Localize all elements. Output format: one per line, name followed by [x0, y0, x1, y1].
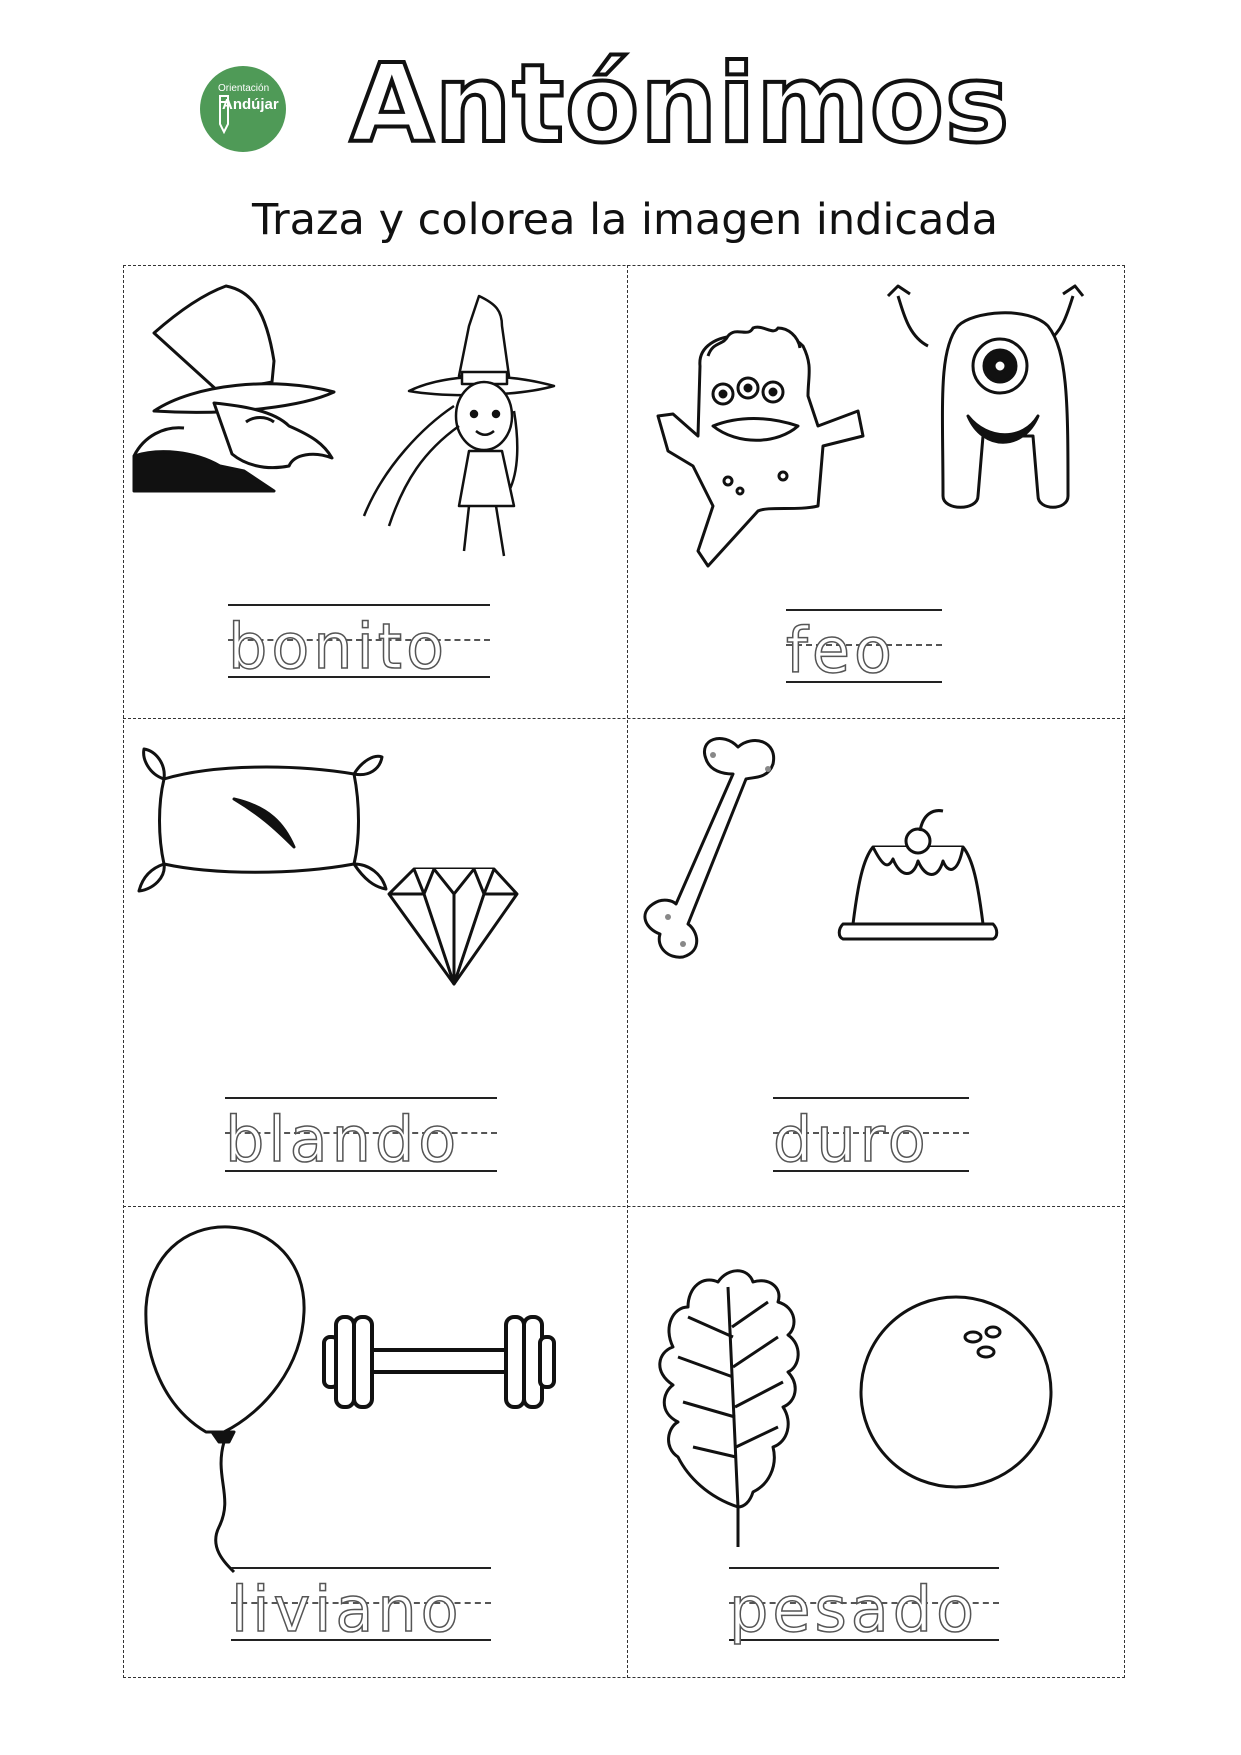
trace-word: liviano [231, 1573, 463, 1646]
hairy-monster-icon [658, 327, 863, 566]
trace-word: feo [786, 614, 896, 687]
logo-line-2: Andújar [222, 96, 279, 113]
dumbbell-icon [324, 1317, 554, 1407]
page-title: Antónimos [350, 42, 1011, 167]
trace-top-line [228, 604, 490, 606]
trace-word: bonito [228, 610, 449, 683]
leaf-icon [660, 1271, 798, 1547]
pudding-icon [839, 811, 997, 939]
pretty-witch-icon [364, 296, 554, 556]
card-duro [628, 719, 1124, 1205]
one-eyed-monster-icon [888, 286, 1083, 507]
bone-icon [645, 738, 774, 957]
bowling-ball-icon [861, 1297, 1051, 1487]
ugly-witch-icon [134, 286, 334, 491]
card-feo [628, 266, 1124, 717]
trace-top-line [786, 609, 942, 611]
trace-top-line [729, 1567, 999, 1569]
trace-word: pesado [729, 1573, 979, 1646]
card-pesado [628, 1207, 1124, 1677]
pillow-icon [139, 749, 386, 891]
card-blando [124, 719, 626, 1205]
card-bonito [124, 266, 626, 717]
logo-line-1: Orientación [218, 83, 270, 94]
trace-word: duro [773, 1103, 930, 1176]
balloon-icon [146, 1227, 304, 1572]
trace-top-line [225, 1097, 497, 1099]
trace-top-line [231, 1567, 491, 1569]
trace-top-line [773, 1097, 969, 1099]
card-liviano [124, 1207, 626, 1677]
trace-word: blando [225, 1103, 461, 1176]
diamond-icon [389, 869, 517, 984]
logo [200, 66, 286, 152]
page-subtitle: Traza y colorea la imagen indicada [252, 195, 998, 245]
